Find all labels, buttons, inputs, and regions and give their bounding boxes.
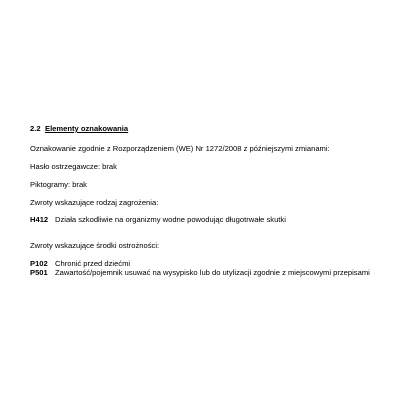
precautionary-text: Chronić przed dziećmi bbox=[55, 259, 131, 268]
signal-word: Hasło ostrzegawcze: brak bbox=[30, 162, 117, 171]
precautionary-statement bbox=[30, 268, 370, 277]
regulation-text: Oznakowanie zgodnie z Rozporządzeniem (WE) Nr 1272/2008 z późniejszymi zmianami: bbox=[30, 144, 330, 153]
hazard-statements-heading: Zwroty wskazujące rodzaj zagrożenia: bbox=[30, 198, 159, 207]
section-number: 2.2 bbox=[30, 124, 41, 133]
section-heading bbox=[30, 124, 128, 133]
precautionary-statements-heading: Zwroty wskazujące środki ostrożności: bbox=[30, 241, 160, 250]
pictograms: Piktogramy: brak bbox=[30, 180, 87, 189]
section-title: Elementy oznakowania bbox=[45, 124, 129, 133]
hazard-statement bbox=[30, 215, 286, 224]
precautionary-code: P501 bbox=[30, 268, 48, 277]
precautionary-code: P102 bbox=[30, 259, 48, 268]
hazard-code: H412 bbox=[30, 215, 49, 224]
precautionary-statement bbox=[30, 259, 130, 268]
hazard-text: Działa szkodliwie na organizmy wodne powodując długotrwałe skutki bbox=[55, 215, 286, 224]
precautionary-text: Zawartość/pojemnik usuwać na wysypisko lub do utylizacji zgodnie z miejscowymi przepisami bbox=[55, 268, 370, 277]
